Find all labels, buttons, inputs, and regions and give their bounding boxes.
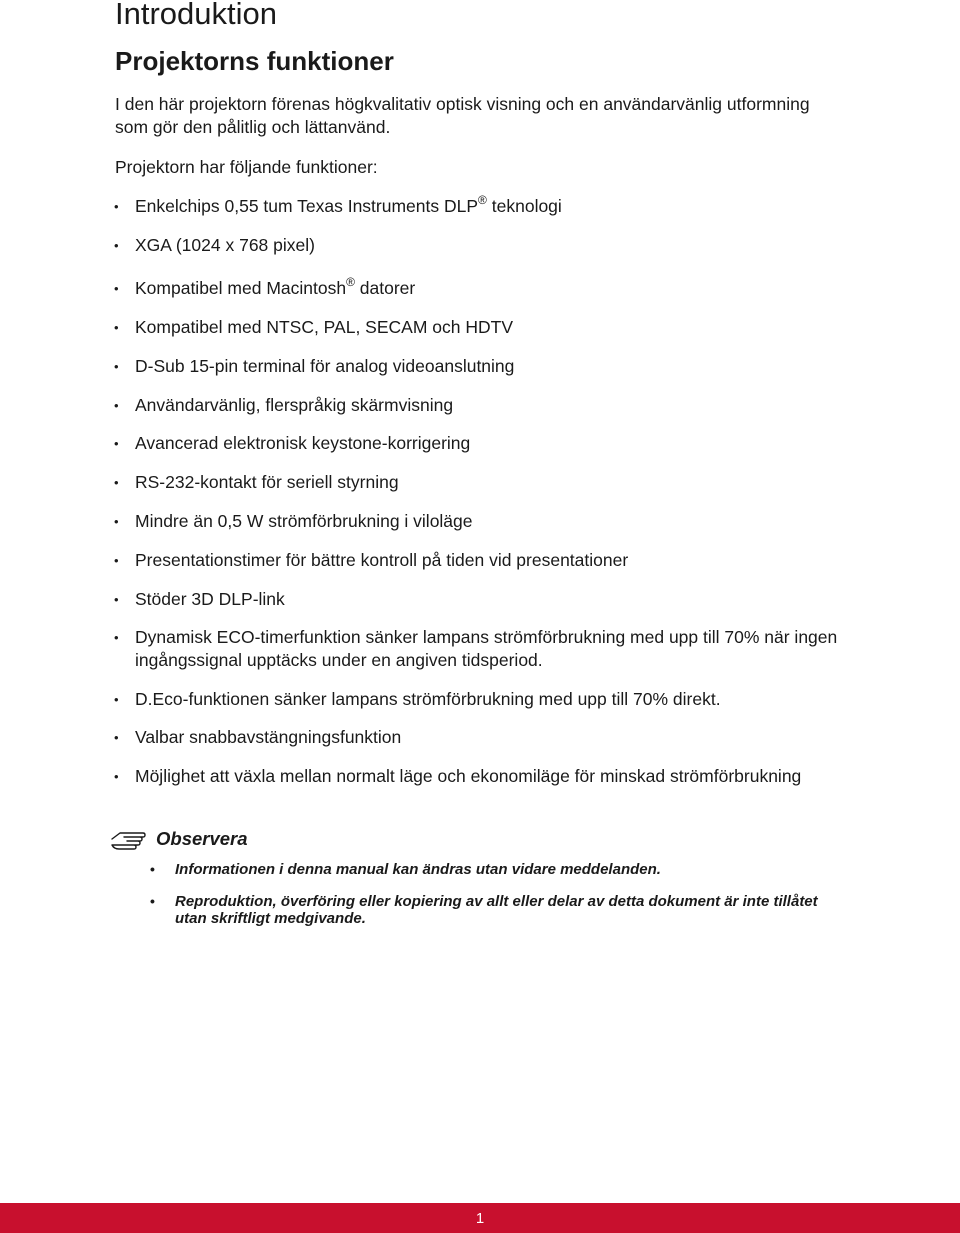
bullet-icon: • [114, 238, 119, 253]
bullet-icon: • [114, 514, 119, 529]
feature-item: • Mindre än 0,5 W strömförbrukning i viloläge [114, 511, 473, 531]
bullet-icon: • [114, 630, 119, 645]
bullet-icon: • [114, 692, 119, 707]
chapter-title: Introduktion [115, 0, 277, 31]
note-title: Observera [156, 828, 248, 849]
page-number: 1 [475, 1210, 485, 1227]
feature-item: • Presentationstimer för bättre kontroll på tiden vid presentationer [114, 550, 629, 570]
feature-item: • Kompatibel med NTSC, PAL, SECAM och HDTV [114, 317, 513, 337]
feature-item: • Möjlighet att växla mellan normalt läge och ekonomiläge för minskad strömförbrukning [114, 766, 802, 786]
note-item: • Informationen i denna manual kan ändras utan vidare meddelanden. [150, 861, 661, 878]
feature-item: • Användarvänlig, flerspråkig skärmvisning [114, 395, 454, 415]
registered-mark: ® [478, 193, 487, 207]
feature-item: • D.Eco-funktionen sänker lampans strömförbrukning med upp till 70% direkt. [114, 689, 721, 709]
feature-list-lead: Projektorn har följande funktioner: [115, 157, 378, 177]
bullet-icon: • [114, 398, 119, 413]
section-title: Projektorns funktioner [115, 46, 394, 76]
bullet-icon: • [114, 436, 119, 451]
intro-paragraph: I den här projektorn förenas högkvalitativ optisk visning och en användarvänlig utformning som gör den pålitlig och lättanvänd. [115, 94, 810, 137]
feature-item: • XGA (1024 x 768 pixel) [114, 235, 315, 255]
bullet-icon: • [150, 861, 155, 877]
feature-item: • RS-232-kontakt för seriell styrning [114, 472, 399, 492]
bullet-icon: • [114, 592, 119, 607]
bullet-icon: • [114, 199, 119, 214]
bullet-icon: • [114, 320, 119, 335]
note-item: • Reproduktion, överföring eller kopiering av allt eller delar av detta dokument är inte tillåtet utan skriftligt medgivande. [150, 893, 818, 927]
bullet-icon: • [114, 281, 119, 296]
footer-bar [0, 1203, 960, 1233]
bullet-icon: • [114, 359, 119, 374]
feature-item: • D-Sub 15-pin terminal för analog videoanslutning [114, 356, 515, 376]
feature-item: • Valbar snabbavstängningsfunktion [114, 727, 402, 747]
bullet-icon: • [114, 475, 119, 490]
feature-item: • Stöder 3D DLP-link [114, 589, 285, 609]
bullet-icon: • [114, 769, 119, 784]
bullet-icon: • [114, 730, 119, 745]
feature-item: • Avancerad elektronisk keystone-korrigering [114, 433, 471, 453]
pointing-hand-icon [110, 828, 146, 850]
feature-item: • Kompatibel med Macintosh® datorer [114, 275, 416, 298]
registered-mark: ® [346, 275, 355, 289]
note-header [110, 826, 248, 852]
feature-item: • Enkelchips 0,55 tum Texas Instruments DLP® teknologi [114, 193, 562, 216]
feature-item: • Dynamisk ECO-timerfunktion sänker lampans strömförbrukning med upp till 70% när ingen ingångssignal upptäcks under en angiven tidsperiod. [114, 627, 838, 670]
bullet-icon: • [150, 893, 155, 909]
bullet-icon: • [114, 553, 119, 568]
